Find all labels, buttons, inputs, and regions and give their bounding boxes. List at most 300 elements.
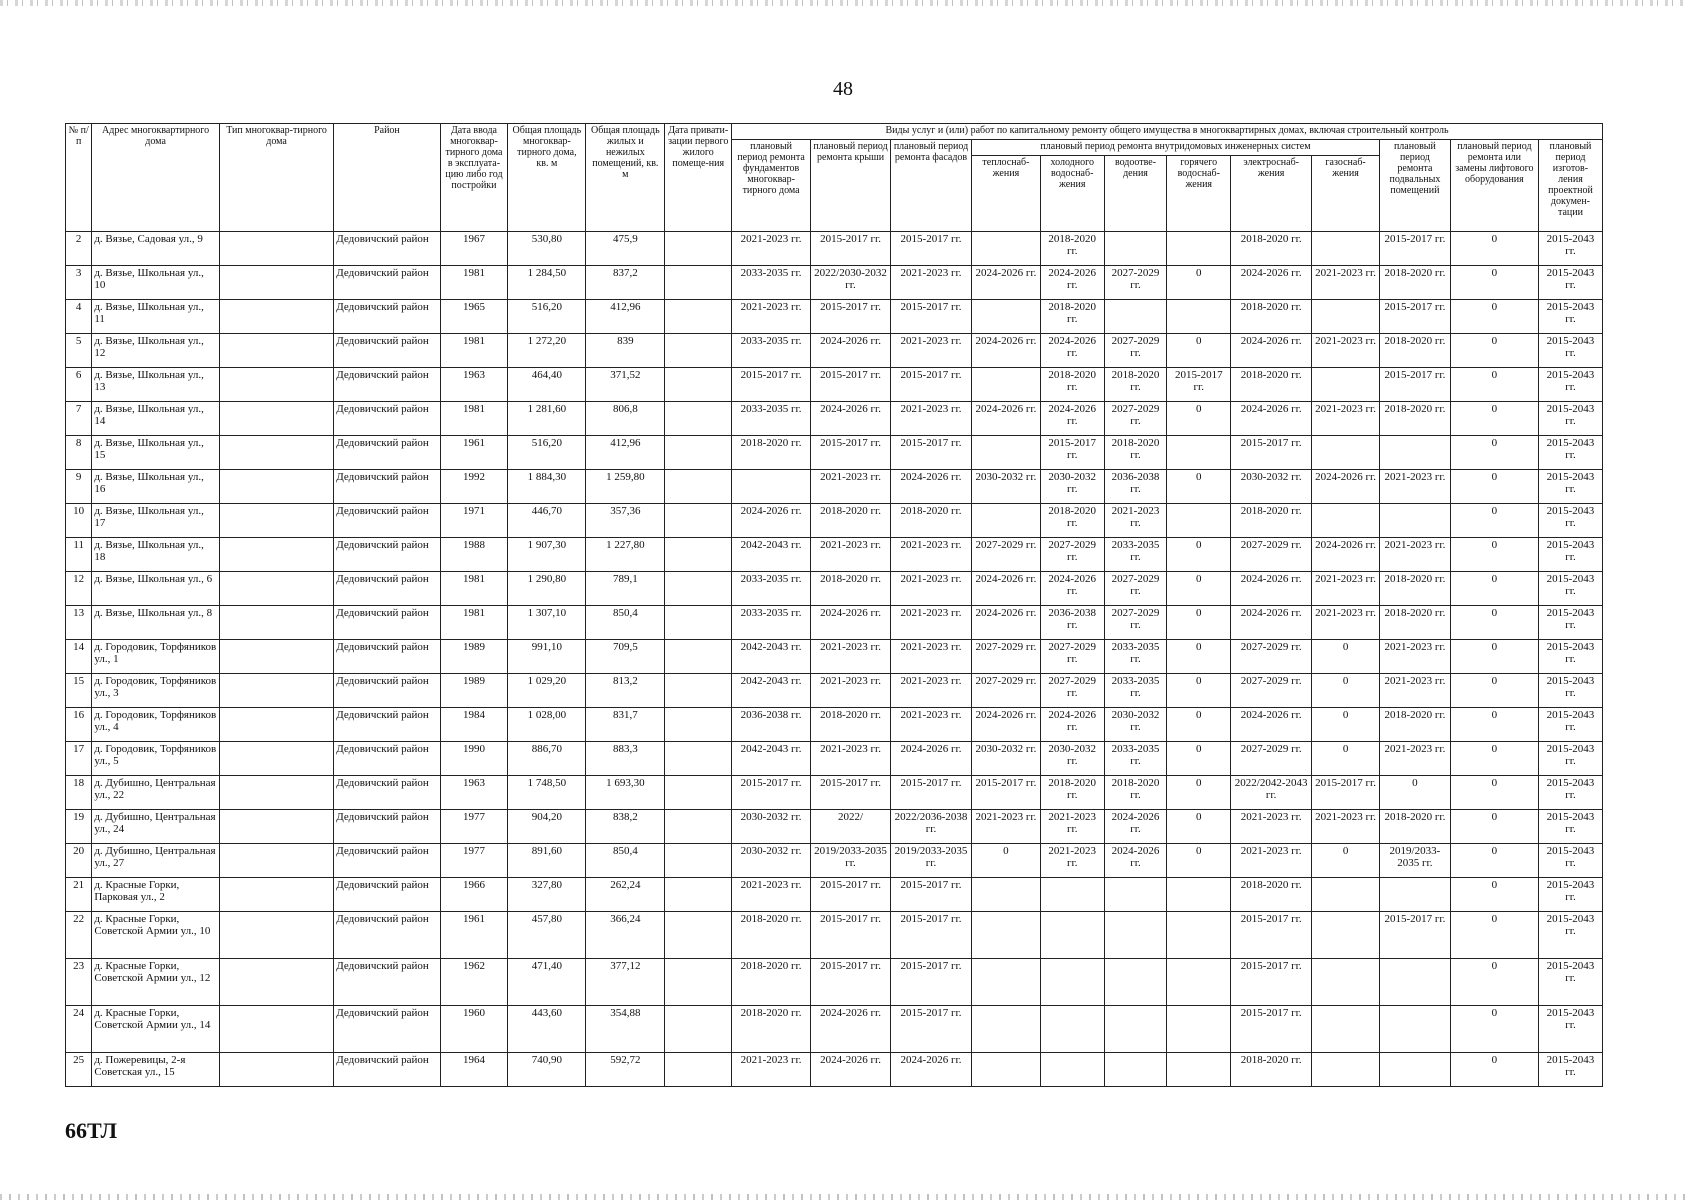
drainage-cell xyxy=(1104,1006,1167,1053)
cold-water-cell xyxy=(1040,959,1104,1006)
facade-cell: 2019/2033-2035 гг. xyxy=(891,844,972,878)
elevator-cell: 0 xyxy=(1450,368,1538,402)
year-cell: 1961 xyxy=(440,912,508,959)
row-num: 9 xyxy=(66,470,92,504)
total-area-cell: 991,10 xyxy=(508,640,586,674)
facade-cell: 2024-2026 гг. xyxy=(891,742,972,776)
drainage-cell: 2033-2035 гг. xyxy=(1104,640,1167,674)
foundation-cell: 2042-2043 гг. xyxy=(732,674,811,708)
basement-cell: 2015-2017 гг. xyxy=(1379,912,1450,959)
drainage-cell: 2033-2035 гг. xyxy=(1104,674,1167,708)
hot-water-cell: 0 xyxy=(1167,640,1231,674)
gas-cell: 2021-2023 гг. xyxy=(1312,266,1380,300)
foundation-cell: 2042-2043 гг. xyxy=(732,538,811,572)
living-area-cell: 831,7 xyxy=(586,708,665,742)
heat-cell: 2024-2026 гг. xyxy=(972,606,1041,640)
basement-cell xyxy=(1379,1006,1450,1053)
rayon-cell: Дедовичский район xyxy=(334,674,440,708)
electric-cell: 2018-2020 гг. xyxy=(1231,1053,1312,1087)
foundation-cell: 2021-2023 гг. xyxy=(732,878,811,912)
privatization-cell xyxy=(665,402,732,436)
hot-water-cell xyxy=(1167,504,1231,538)
row-num: 12 xyxy=(66,572,92,606)
heat-cell: 2027-2029 гг. xyxy=(972,640,1041,674)
privatization-cell xyxy=(665,436,732,470)
electric-cell: 2015-2017 гг. xyxy=(1231,912,1312,959)
facade-cell: 2021-2023 гг. xyxy=(891,572,972,606)
drainage-cell: 2033-2035 гг. xyxy=(1104,538,1167,572)
roof-cell: 2021-2023 гг. xyxy=(811,470,891,504)
elevator-cell: 0 xyxy=(1450,1053,1538,1087)
rayon-cell: Дедовичский район xyxy=(334,402,440,436)
row-num: 21 xyxy=(66,878,92,912)
total-area-cell: 1 290,80 xyxy=(508,572,586,606)
roof-cell: 2021-2023 гг. xyxy=(811,538,891,572)
cold-water-cell: 2027-2029 гг. xyxy=(1040,538,1104,572)
heat-cell: 2027-2029 гг. xyxy=(972,674,1041,708)
facade-cell: 2022/2036-2038 гг. xyxy=(891,810,972,844)
heat-cell xyxy=(972,368,1041,402)
elevator-cell: 0 xyxy=(1450,742,1538,776)
header-elevator: плановый период ремонта или замены лифтового оборудования xyxy=(1450,140,1538,232)
project-docs-cell: 2015-2043 гг. xyxy=(1538,300,1602,334)
privatization-cell xyxy=(665,470,732,504)
living-area-cell: 850,4 xyxy=(586,844,665,878)
basement-cell xyxy=(1379,959,1450,1006)
total-area-cell: 1 907,30 xyxy=(508,538,586,572)
year-cell: 1989 xyxy=(440,674,508,708)
facade-cell: 2015-2017 гг. xyxy=(891,232,972,266)
hot-water-cell: 0 xyxy=(1167,266,1231,300)
house-type-cell xyxy=(219,674,333,708)
header-address: Адрес многоквартирного дома xyxy=(92,124,220,232)
table-row xyxy=(66,776,1603,810)
living-area-cell: 366,24 xyxy=(586,912,665,959)
total-area-cell: 1 281,60 xyxy=(508,402,586,436)
heat-cell xyxy=(972,504,1041,538)
electric-cell: 2024-2026 гг. xyxy=(1231,266,1312,300)
facade-cell: 2015-2017 гг. xyxy=(891,368,972,402)
capital-repair-table xyxy=(65,123,1603,1087)
row-num: 24 xyxy=(66,1006,92,1053)
total-area-cell: 446,70 xyxy=(508,504,586,538)
row-num: 23 xyxy=(66,959,92,1006)
heat-cell: 2024-2026 гг. xyxy=(972,402,1041,436)
basement-cell: 2018-2020 гг. xyxy=(1379,810,1450,844)
gas-cell xyxy=(1312,504,1380,538)
elevator-cell: 0 xyxy=(1450,1006,1538,1053)
foundation-cell: 2042-2043 гг. xyxy=(732,742,811,776)
cold-water-cell: 2024-2026 гг. xyxy=(1040,572,1104,606)
living-area-cell: 813,2 xyxy=(586,674,665,708)
gas-cell: 0 xyxy=(1312,708,1380,742)
foundation-cell: 2033-2035 гг. xyxy=(732,572,811,606)
heat-cell: 2024-2026 гг. xyxy=(972,708,1041,742)
foundation-cell: 2015-2017 гг. xyxy=(732,776,811,810)
row-num: 4 xyxy=(66,300,92,334)
row-num: 16 xyxy=(66,708,92,742)
table-row xyxy=(66,436,1603,470)
project-docs-cell: 2015-2043 гг. xyxy=(1538,640,1602,674)
cold-water-cell: 2027-2029 гг. xyxy=(1040,674,1104,708)
drainage-cell: 2027-2029 гг. xyxy=(1104,266,1167,300)
electric-cell: 2018-2020 гг. xyxy=(1231,368,1312,402)
gas-cell xyxy=(1312,959,1380,1006)
living-area-cell: 475,9 xyxy=(586,232,665,266)
total-area-cell: 464,40 xyxy=(508,368,586,402)
gas-cell: 2021-2023 гг. xyxy=(1312,810,1380,844)
basement-cell: 2018-2020 гг. xyxy=(1379,708,1450,742)
heat-cell xyxy=(972,878,1041,912)
table-row xyxy=(66,266,1603,300)
project-docs-cell: 2015-2043 гг. xyxy=(1538,470,1602,504)
house-type-cell xyxy=(219,470,333,504)
project-docs-cell: 2015-2043 гг. xyxy=(1538,810,1602,844)
gas-cell: 0 xyxy=(1312,674,1380,708)
electric-cell: 2015-2017 гг. xyxy=(1231,959,1312,1006)
table-row xyxy=(66,538,1603,572)
gas-cell xyxy=(1312,436,1380,470)
living-area-cell: 262,24 xyxy=(586,878,665,912)
header-project-docs: плановый период изготов-ления проектной докумен-тации xyxy=(1538,140,1602,232)
heat-cell: 0 xyxy=(972,844,1041,878)
basement-cell xyxy=(1379,1053,1450,1087)
year-cell: 1977 xyxy=(440,844,508,878)
table-body xyxy=(66,232,1603,1087)
facade-cell: 2015-2017 гг. xyxy=(891,878,972,912)
house-type-cell xyxy=(219,504,333,538)
address-cell: д. Вязье, Школьная ул., 8 xyxy=(92,606,220,640)
living-area-cell: 592,72 xyxy=(586,1053,665,1087)
foundation-cell: 2015-2017 гг. xyxy=(732,368,811,402)
year-cell: 1989 xyxy=(440,640,508,674)
project-docs-cell: 2015-2043 гг. xyxy=(1538,266,1602,300)
address-cell: д. Красные Горки, Парковая ул., 2 xyxy=(92,878,220,912)
table-row xyxy=(66,368,1603,402)
year-cell: 1965 xyxy=(440,300,508,334)
rayon-cell: Дедовичский район xyxy=(334,844,440,878)
header-gas: газоснаб-жения xyxy=(1312,156,1380,232)
house-type-cell xyxy=(219,232,333,266)
hot-water-cell: 0 xyxy=(1167,538,1231,572)
elevator-cell: 0 xyxy=(1450,878,1538,912)
header-drainage: водоотве-дения xyxy=(1104,156,1167,232)
hot-water-cell: 0 xyxy=(1167,572,1231,606)
electric-cell: 2015-2017 гг. xyxy=(1231,1006,1312,1053)
gas-cell: 2024-2026 гг. xyxy=(1312,470,1380,504)
foundation-cell: 2030-2032 гг. xyxy=(732,810,811,844)
table-row xyxy=(66,674,1603,708)
gas-cell: 2021-2023 гг. xyxy=(1312,334,1380,368)
heat-cell: 2024-2026 гг. xyxy=(972,572,1041,606)
cold-water-cell: 2030-2032 гг. xyxy=(1040,470,1104,504)
year-cell: 1977 xyxy=(440,810,508,844)
living-area-cell: 412,96 xyxy=(586,436,665,470)
privatization-cell xyxy=(665,810,732,844)
table-row xyxy=(66,402,1603,436)
year-cell: 1966 xyxy=(440,878,508,912)
privatization-cell xyxy=(665,538,732,572)
hot-water-cell xyxy=(1167,912,1231,959)
table-row xyxy=(66,912,1603,959)
basement-cell: 2019/2033-2035 гг. xyxy=(1379,844,1450,878)
header-engineering-group: плановый период ремонта внутридомовых инженерных систем xyxy=(972,140,1380,156)
total-area-cell: 327,80 xyxy=(508,878,586,912)
house-type-cell xyxy=(219,708,333,742)
foundation-cell: 2033-2035 гг. xyxy=(732,606,811,640)
total-area-cell: 457,80 xyxy=(508,912,586,959)
privatization-cell xyxy=(665,334,732,368)
house-type-cell xyxy=(219,300,333,334)
facade-cell: 2015-2017 гг. xyxy=(891,436,972,470)
table-row xyxy=(66,959,1603,1006)
cold-water-cell: 2018-2020 гг. xyxy=(1040,232,1104,266)
hot-water-cell: 0 xyxy=(1167,844,1231,878)
header-heat: теплоснаб-жения xyxy=(972,156,1041,232)
project-docs-cell: 2015-2043 гг. xyxy=(1538,1006,1602,1053)
electric-cell: 2024-2026 гг. xyxy=(1231,402,1312,436)
foundation-cell: 2033-2035 гг. xyxy=(732,402,811,436)
year-cell: 1990 xyxy=(440,742,508,776)
basement-cell: 2021-2023 гг. xyxy=(1379,742,1450,776)
header-year: Дата ввода многоквар-тирного дома в эксплуата-цию либо год постройки xyxy=(440,124,508,232)
privatization-cell xyxy=(665,844,732,878)
facade-cell: 2021-2023 гг. xyxy=(891,674,972,708)
table-row xyxy=(66,300,1603,334)
basement-cell: 2021-2023 гг. xyxy=(1379,470,1450,504)
house-type-cell xyxy=(219,912,333,959)
house-type-cell xyxy=(219,742,333,776)
scan-edge-top xyxy=(0,0,1686,6)
year-cell: 1967 xyxy=(440,232,508,266)
table-row xyxy=(66,810,1603,844)
foundation-cell: 2030-2032 гг. xyxy=(732,844,811,878)
drainage-cell: 2036-2038 гг. xyxy=(1104,470,1167,504)
house-type-cell xyxy=(219,266,333,300)
drainage-cell xyxy=(1104,959,1167,1006)
hot-water-cell: 0 xyxy=(1167,606,1231,640)
heat-cell xyxy=(972,436,1041,470)
rayon-cell: Дедовичский район xyxy=(334,606,440,640)
electric-cell: 2015-2017 гг. xyxy=(1231,436,1312,470)
row-num: 8 xyxy=(66,436,92,470)
rayon-cell: Дедовичский район xyxy=(334,572,440,606)
elevator-cell: 0 xyxy=(1450,470,1538,504)
electric-cell: 2027-2029 гг. xyxy=(1231,538,1312,572)
basement-cell: 2015-2017 гг. xyxy=(1379,300,1450,334)
facade-cell: 2024-2026 гг. xyxy=(891,470,972,504)
address-cell: д. Красные Горки, Советской Армии ул., 12 xyxy=(92,959,220,1006)
table-header xyxy=(66,124,1603,232)
table-row xyxy=(66,1006,1603,1053)
header-electric: электроснаб-жения xyxy=(1231,156,1312,232)
elevator-cell: 0 xyxy=(1450,538,1538,572)
cold-water-cell: 2027-2029 гг. xyxy=(1040,640,1104,674)
roof-cell: 2015-2017 гг. xyxy=(811,776,891,810)
address-cell: д. Вязье, Школьная ул., 14 xyxy=(92,402,220,436)
heat-cell: 2030-2032 гг. xyxy=(972,470,1041,504)
foundation-cell: 2024-2026 гг. xyxy=(732,504,811,538)
cold-water-cell: 2021-2023 гг. xyxy=(1040,844,1104,878)
elevator-cell: 0 xyxy=(1450,674,1538,708)
total-area-cell: 443,60 xyxy=(508,1006,586,1053)
total-area-cell: 1 307,10 xyxy=(508,606,586,640)
roof-cell: 2015-2017 гг. xyxy=(811,912,891,959)
elevator-cell: 0 xyxy=(1450,266,1538,300)
row-num: 22 xyxy=(66,912,92,959)
hot-water-cell xyxy=(1167,232,1231,266)
electric-cell: 2027-2029 гг. xyxy=(1231,742,1312,776)
facade-cell: 2021-2023 гг. xyxy=(891,266,972,300)
table-row xyxy=(66,1053,1603,1087)
hot-water-cell xyxy=(1167,1006,1231,1053)
address-cell: д. Городовик, Торфяников ул., 4 xyxy=(92,708,220,742)
heat-cell: 2021-2023 гг. xyxy=(972,810,1041,844)
living-area-cell: 1 227,80 xyxy=(586,538,665,572)
year-cell: 1981 xyxy=(440,572,508,606)
address-cell: д. Вязье, Школьная ул., 10 xyxy=(92,266,220,300)
gas-cell: 2015-2017 гг. xyxy=(1312,776,1380,810)
table-row xyxy=(66,572,1603,606)
foundation-cell: 2021-2023 гг. xyxy=(732,300,811,334)
living-area-cell: 850,4 xyxy=(586,606,665,640)
gas-cell: 2021-2023 гг. xyxy=(1312,572,1380,606)
elevator-cell: 0 xyxy=(1450,912,1538,959)
gas-cell xyxy=(1312,1053,1380,1087)
year-cell: 1962 xyxy=(440,959,508,1006)
address-cell: д. Вязье, Школьная ул., 6 xyxy=(92,572,220,606)
project-docs-cell: 2015-2043 гг. xyxy=(1538,844,1602,878)
gas-cell xyxy=(1312,912,1380,959)
hot-water-cell: 2015-2017 гг. xyxy=(1167,368,1231,402)
house-type-cell xyxy=(219,844,333,878)
project-docs-cell: 2015-2043 гг. xyxy=(1538,742,1602,776)
address-cell: д. Пожеревицы, 2-я Советская ул., 15 xyxy=(92,1053,220,1087)
roof-cell: 2015-2017 гг. xyxy=(811,436,891,470)
year-cell: 1961 xyxy=(440,436,508,470)
gas-cell: 0 xyxy=(1312,844,1380,878)
drainage-cell xyxy=(1104,232,1167,266)
address-cell: д. Дубишно, Центральная ул., 24 xyxy=(92,810,220,844)
electric-cell: 2018-2020 гг. xyxy=(1231,232,1312,266)
foundation-cell xyxy=(732,470,811,504)
roof-cell: 2015-2017 гг. xyxy=(811,232,891,266)
total-area-cell: 1 748,50 xyxy=(508,776,586,810)
drainage-cell: 2030-2032 гг. xyxy=(1104,708,1167,742)
basement-cell: 2021-2023 гг. xyxy=(1379,538,1450,572)
roof-cell: 2018-2020 гг. xyxy=(811,572,891,606)
row-num: 6 xyxy=(66,368,92,402)
facade-cell: 2021-2023 гг. xyxy=(891,640,972,674)
roof-cell: 2021-2023 гг. xyxy=(811,674,891,708)
hot-water-cell xyxy=(1167,300,1231,334)
foundation-cell: 2033-2035 гг. xyxy=(732,266,811,300)
facade-cell: 2021-2023 гг. xyxy=(891,334,972,368)
address-cell: д. Вязье, Школьная ул., 13 xyxy=(92,368,220,402)
basement-cell: 2018-2020 гг. xyxy=(1379,402,1450,436)
basement-cell: 2021-2023 гг. xyxy=(1379,640,1450,674)
total-area-cell: 1 028,00 xyxy=(508,708,586,742)
roof-cell: 2024-2026 гг. xyxy=(811,1053,891,1087)
heat-cell: 2030-2032 гг. xyxy=(972,742,1041,776)
facade-cell: 2021-2023 гг. xyxy=(891,402,972,436)
rayon-cell: Дедовичский район xyxy=(334,266,440,300)
electric-cell: 2018-2020 гг. xyxy=(1231,504,1312,538)
gas-cell: 2021-2023 гг. xyxy=(1312,402,1380,436)
privatization-cell xyxy=(665,504,732,538)
roof-cell: 2024-2026 гг. xyxy=(811,1006,891,1053)
project-docs-cell: 2015-2043 гг. xyxy=(1538,232,1602,266)
living-area-cell: 377,12 xyxy=(586,959,665,1006)
privatization-cell xyxy=(665,266,732,300)
facade-cell: 2015-2017 гг. xyxy=(891,1006,972,1053)
rayon-cell: Дедовичский район xyxy=(334,708,440,742)
heat-cell: 2027-2029 гг. xyxy=(972,538,1041,572)
privatization-cell xyxy=(665,368,732,402)
facade-cell: 2015-2017 гг. xyxy=(891,912,972,959)
row-num: 11 xyxy=(66,538,92,572)
cold-water-cell: 2024-2026 гг. xyxy=(1040,402,1104,436)
address-cell: д. Дубишно, Центральная ул., 27 xyxy=(92,844,220,878)
row-num: 3 xyxy=(66,266,92,300)
year-cell: 1984 xyxy=(440,708,508,742)
privatization-cell xyxy=(665,640,732,674)
roof-cell: 2015-2017 гг. xyxy=(811,878,891,912)
header-cold-water: холодного водоснаб-жения xyxy=(1040,156,1104,232)
roof-cell: 2024-2026 гг. xyxy=(811,334,891,368)
project-docs-cell: 2015-2043 гг. xyxy=(1538,436,1602,470)
project-docs-cell: 2015-2043 гг. xyxy=(1538,402,1602,436)
drainage-cell: 2024-2026 гг. xyxy=(1104,844,1167,878)
total-area-cell: 740,90 xyxy=(508,1053,586,1087)
foundation-cell: 2042-2043 гг. xyxy=(732,640,811,674)
gas-cell: 2021-2023 гг. xyxy=(1312,606,1380,640)
address-cell: д. Вязье, Садовая ул., 9 xyxy=(92,232,220,266)
address-cell: д. Городовик, Торфяников ул., 5 xyxy=(92,742,220,776)
facade-cell: 2021-2023 гг. xyxy=(891,708,972,742)
row-num: 17 xyxy=(66,742,92,776)
roof-cell: 2024-2026 гг. xyxy=(811,402,891,436)
house-type-cell xyxy=(219,334,333,368)
electric-cell: 2021-2023 гг. xyxy=(1231,810,1312,844)
drainage-cell: 2027-2029 гг. xyxy=(1104,334,1167,368)
address-cell: д. Дубишно, Центральная ул., 22 xyxy=(92,776,220,810)
gas-cell xyxy=(1312,878,1380,912)
hot-water-cell: 0 xyxy=(1167,810,1231,844)
year-cell: 1971 xyxy=(440,504,508,538)
living-area-cell: 839 xyxy=(586,334,665,368)
year-cell: 1981 xyxy=(440,402,508,436)
cold-water-cell xyxy=(1040,1006,1104,1053)
project-docs-cell: 2015-2043 гг. xyxy=(1538,674,1602,708)
foundation-cell: 2021-2023 гг. xyxy=(732,1053,811,1087)
year-cell: 1988 xyxy=(440,538,508,572)
row-num: 19 xyxy=(66,810,92,844)
hot-water-cell xyxy=(1167,436,1231,470)
drainage-cell xyxy=(1104,1053,1167,1087)
house-type-cell xyxy=(219,640,333,674)
project-docs-cell: 2015-2043 гг. xyxy=(1538,878,1602,912)
electric-cell: 2018-2020 гг. xyxy=(1231,878,1312,912)
house-type-cell xyxy=(219,1006,333,1053)
drainage-cell xyxy=(1104,300,1167,334)
living-area-cell: 354,88 xyxy=(586,1006,665,1053)
house-type-cell xyxy=(219,402,333,436)
table-row xyxy=(66,844,1603,878)
row-num: 5 xyxy=(66,334,92,368)
drainage-cell: 2033-2035 гг. xyxy=(1104,742,1167,776)
gas-cell xyxy=(1312,232,1380,266)
